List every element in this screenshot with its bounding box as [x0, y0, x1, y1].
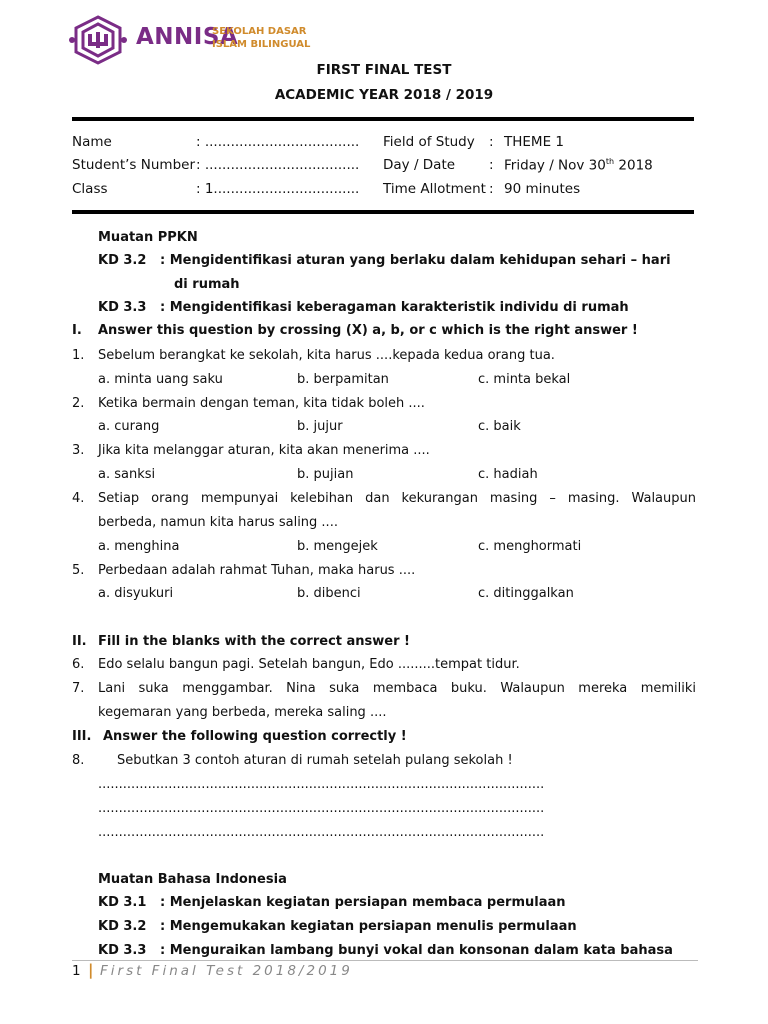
academic-year: ACADEMIC YEAR 2018 / 2019 [274, 87, 494, 103]
option-c[interactable]: c. hadiah [478, 467, 538, 482]
student-number-label: Student’s Number [72, 157, 195, 173]
time-allotment-value: 90 minutes [504, 181, 581, 197]
option-c[interactable]: c. minta bekal [478, 372, 571, 387]
answer-line[interactable]: ............................................................................................................ [98, 825, 545, 840]
question-number: 1. [72, 348, 85, 363]
page-number: 1 [72, 963, 81, 979]
question-text: Ketika bermain dengan teman, kita tidak boleh .... [98, 396, 425, 411]
question-number: 5. [72, 563, 85, 578]
bahasa-heading: Muatan Bahasa Indonesia [98, 872, 287, 887]
bahasa-kd1-code: KD 3.1 [98, 895, 147, 910]
day-date-year: 2018 [614, 157, 653, 174]
bahasa-kd3-text: : Menguraikan lambang bunyi vokal dan konsonan dalam kata bahasa [160, 943, 673, 958]
option-a[interactable]: a. minta uang saku [98, 372, 223, 387]
question-text: Jika kita melanggar aturan, kita akan menerima .... [98, 443, 430, 458]
ppkn-kd1-text-cont: di rumah [174, 277, 240, 292]
name-label: Name [72, 134, 112, 150]
divider-bottom [72, 210, 694, 214]
question-text: Perbedaan adalah rahmat Tuhan, maka harus .... [98, 563, 416, 578]
section-1-instruction: Answer this question by crossing (X) a, b, or c which is the right answer ! [98, 323, 638, 338]
bahasa-kd1-text: : Menjelaskan kegiatan persiapan membaca permulaan [160, 895, 566, 910]
question-text: Sebutkan 3 contoh aturan di rumah setelah pulang sekolah ! [117, 753, 513, 768]
option-c[interactable]: c. ditinggalkan [478, 586, 574, 601]
question-text: Edo selalu bangun pagi. Setelah bangun, Edo .........tempat tidur. [98, 657, 520, 672]
answer-line[interactable]: ............................................................................................................ [98, 801, 545, 816]
time-allotment-label: Time Allotment [383, 181, 486, 197]
ppkn-kd1-code: KD 3.2 [98, 253, 147, 268]
footer-title: First Final Test 2018/2019 [100, 963, 353, 979]
question-text-cont: kegemaran yang berbeda, mereka saling .... [98, 705, 387, 720]
day-date-ordinal: th [605, 157, 615, 166]
question-text: Sebelum berangkat ke sekolah, kita harus ....kepada kedua orang tua. [98, 348, 555, 363]
day-date-colon: : [489, 157, 494, 173]
answer-line[interactable]: ............................................................................................................ [98, 777, 545, 792]
bahasa-kd3-code: KD 3.3 [98, 943, 147, 958]
test-title: FIRST FINAL TEST [316, 62, 452, 78]
option-c[interactable]: c. menghormati [478, 539, 582, 554]
student-number-field[interactable]: : .................................... [196, 157, 360, 173]
name-field[interactable]: : .................................... [196, 134, 360, 150]
day-date-value [504, 157, 653, 174]
school-brand-name: ANNISA [136, 24, 239, 50]
section-2-instruction: Fill in the blanks with the correct answer ! [98, 634, 410, 649]
section-2-number: II. [72, 634, 87, 649]
field-of-study-value: THEME 1 [504, 134, 564, 150]
question-text-cont: berbeda, namun kita harus saling .... [98, 515, 338, 530]
option-b[interactable]: b. mengejek [297, 539, 378, 554]
question-number: 8. [72, 753, 85, 768]
option-c[interactable]: c. baik [478, 419, 521, 434]
ppkn-kd1-text: : Mengidentifikasi aturan yang berlaku dalam kehidupan sehari – hari [160, 253, 671, 268]
ppkn-heading: Muatan PPKN [98, 230, 198, 245]
day-date-label: Day / Date [383, 157, 456, 173]
option-a[interactable]: a. sanksi [98, 467, 156, 482]
bahasa-kd2-code: KD 3.2 [98, 919, 147, 934]
question-number: 7. [72, 681, 85, 696]
option-a[interactable]: a. menghina [98, 539, 180, 554]
time-allotment-colon: : [489, 181, 494, 197]
option-a[interactable]: a. curang [98, 419, 160, 434]
section-1-number: I. [72, 323, 82, 338]
option-b[interactable]: b. berpamitan [297, 372, 389, 387]
ppkn-kd2-text: : Mengidentifikasi keberagaman karakteristik individu di rumah [160, 300, 629, 315]
option-b[interactable]: b. pujian [297, 467, 354, 482]
section-3-instruction: Answer the following question correctly ! [103, 729, 407, 744]
question-number: 6. [72, 657, 85, 672]
class-field[interactable]: : 1.................................. [196, 181, 360, 197]
question-text: Lani suka menggambar. Nina suka membaca buku. Walaupun mereka memiliki [98, 681, 696, 696]
section-3-number: III. [72, 729, 92, 744]
field-of-study-label: Field of Study [383, 134, 475, 150]
question-number: 3. [72, 443, 85, 458]
ppkn-kd2-code: KD 3.3 [98, 300, 147, 315]
day-date-main: Friday / Nov 30 [504, 157, 606, 174]
divider-top [72, 117, 694, 121]
footer-separator: | [88, 961, 94, 979]
bahasa-kd2-text: : Mengemukakan kegiatan persiapan menulis permulaan [160, 919, 577, 934]
field-of-study-colon: : [489, 134, 494, 150]
class-label: Class [72, 181, 108, 197]
footer-divider [72, 960, 698, 961]
question-text: Setiap orang mempunyai kelebihan dan kekurangan masing – masing. Walaupun [98, 491, 696, 506]
option-b[interactable]: b. dibenci [297, 586, 361, 601]
option-b[interactable]: b. jujur [297, 419, 343, 434]
school-type-line2: ISLAM BILINGUAL [212, 39, 311, 50]
question-number: 2. [72, 396, 85, 411]
option-a[interactable]: a. disyukuri [98, 586, 174, 601]
annisa-logo-icon [68, 14, 128, 66]
question-number: 4. [72, 491, 85, 506]
school-type-line1: SEKOLAH DASAR [212, 26, 307, 37]
